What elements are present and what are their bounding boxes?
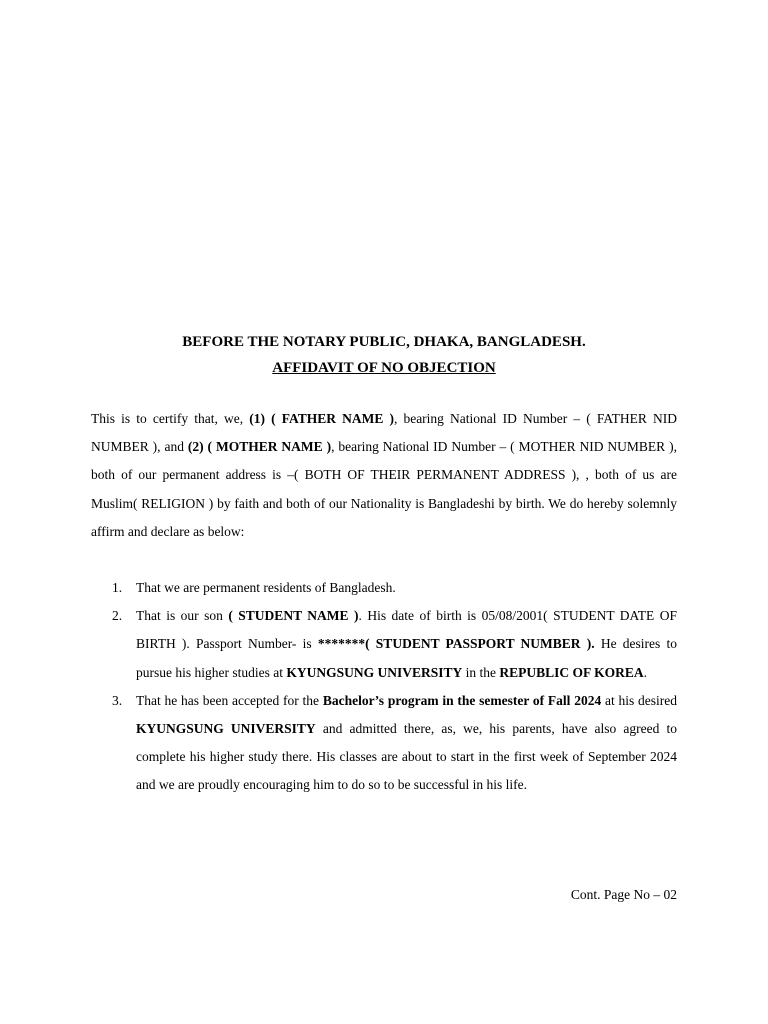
item-text: . xyxy=(643,664,648,680)
university-name: KYUNGSUNG UNIVERSITY xyxy=(286,664,463,680)
student-name-placeholder: ( STUDENT NAME ) xyxy=(228,608,359,624)
continuation-note: Cont. Page No – 02 xyxy=(570,887,677,902)
intro-text: , bearing National ID Number – ( MOTHER NID NUMBER ), both of our permanent address is –( BOTH OF THEIR PERMANENT ADDRESS ), , both of us are Muslim( RELIGION ) by faith and both of our Nationality is Bangladeshi by birth. We do hereby solemnly affirm and declare as below: xyxy=(91,439,677,539)
mother-name-placeholder: (2) ( MOTHER NAME ) xyxy=(187,439,332,455)
item-text: . His date of birth is 05/08/2001( STUDENT DATE OF BIRTH ). Passport Number- is xyxy=(136,608,678,652)
father-name-placeholder: (1) ( FATHER NAME ) xyxy=(249,411,394,426)
item-number: 2. xyxy=(112,608,123,624)
intro-paragraph xyxy=(91,405,677,546)
item-text: That he has been accepted for the xyxy=(136,692,323,708)
list-item xyxy=(91,602,677,687)
item-text: That we are permanent residents of Bangladesh. xyxy=(136,580,396,595)
intro-text: , bearing National ID Number – ( FATHER NID NUMBER ), and xyxy=(91,411,678,455)
passport-number-placeholder: *******( STUDENT PASSPORT NUMBER ). xyxy=(317,636,595,652)
program-name: Bachelor’s program in the semester of Fall 2024 xyxy=(322,692,602,708)
list-item xyxy=(91,687,677,800)
item-text: in the xyxy=(462,664,500,680)
item-number: 1. xyxy=(112,580,123,595)
list-item xyxy=(91,574,677,602)
declaration-list xyxy=(91,574,677,800)
intro-text: This is to certify that, we, xyxy=(91,411,250,426)
item-text: and admitted there, as, we, his parents, have also agreed to complete his higher study there. His classes are about to start in the first week of September 2024 and we are proudly encouraging him to do so to be successful in his life. xyxy=(136,721,677,793)
page-title: BEFORE THE NOTARY PUBLIC, DHAKA, BANGLADESH. xyxy=(182,334,586,350)
item-text: He desires to pursue his higher studies at xyxy=(136,636,677,680)
item-text: at his desired xyxy=(601,692,678,708)
document-subtitle: AFFIDAVIT OF NO OBJECTION xyxy=(272,360,496,376)
item-text: That is our son xyxy=(136,608,229,624)
country-name: REPUBLIC OF KOREA xyxy=(499,664,644,680)
university-name: KYUNGSUNG UNIVERSITY xyxy=(136,721,316,737)
item-number: 3. xyxy=(112,692,123,708)
